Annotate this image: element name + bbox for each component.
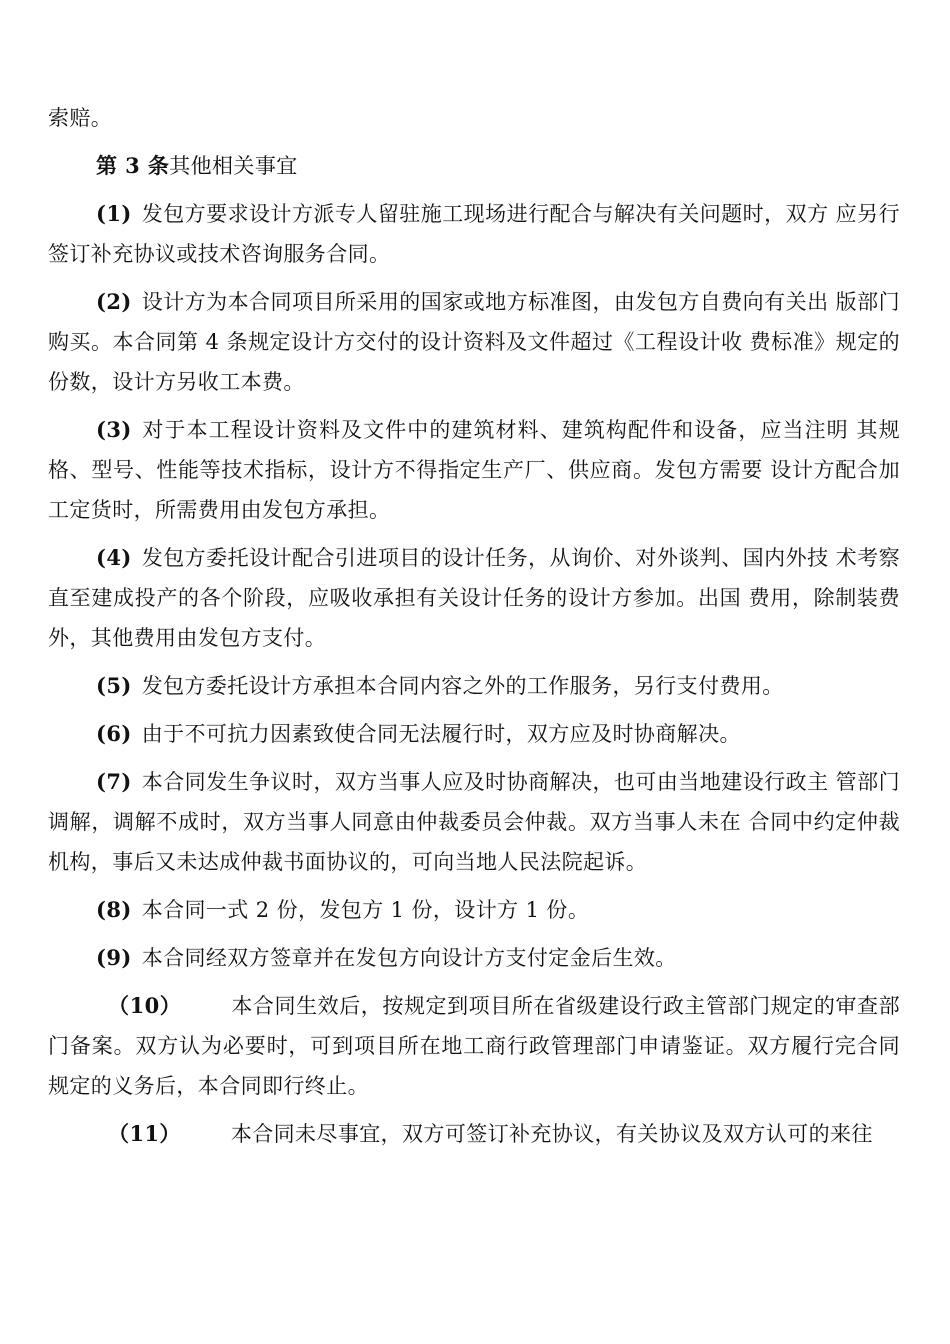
clause-text: 本合同生效后，按规定到项目所在省级建设行政主管部门规定的审查部 门备案。双方认为必要时，可到项目所在地工商行政管理部门申请鉴证。双方履行完合同规定的义务后，本合同即行终止。 <box>48 994 900 1098</box>
article-heading <box>48 146 900 186</box>
clause-1 <box>48 194 900 274</box>
clause-6 <box>48 714 900 754</box>
clause-2 <box>48 282 900 402</box>
clause-number: (5) <box>96 673 132 698</box>
clause-number: (1) <box>96 201 132 226</box>
clause-text: 发包方委托设计方承担本合同内容之外的工作服务，另行支付费用。 <box>141 674 784 698</box>
clause-number: （11） <box>108 1121 181 1146</box>
clause-number: (8) <box>96 897 132 922</box>
clause-text: 本合同未尽事宜，双方可签订补充协议，有关协议及双方认可的来往 <box>230 1122 873 1146</box>
clause-11 <box>48 1114 900 1154</box>
document-page <box>48 98 900 1154</box>
clause-text: 发包方要求设计方派专人留驻施工现场进行配合与解决有关问题时，双方 应另行签订补充协议或技术咨询服务合同。 <box>48 202 900 266</box>
clause-10 <box>48 986 900 1106</box>
intro-line: 索赔。 <box>48 106 113 130</box>
clause-number: (2) <box>96 289 132 314</box>
clause-text: 由于不可抗力因素致使合同无法履行时，双方应及时协商解决。 <box>141 722 741 746</box>
article-title: 其他相关事宜 <box>169 154 298 178</box>
article-number: 第 3 条 <box>96 153 170 178</box>
clause-7 <box>48 762 900 882</box>
clause-text: 本合同一式 2 份，发包方 1 份，设计方 1 份。 <box>141 898 590 922</box>
clause-3 <box>48 410 900 530</box>
clause-number: (4) <box>96 545 132 570</box>
clause-5 <box>48 666 900 706</box>
clause-text: 设计方为本合同项目所采用的国家或地方标准图，由发包方自费向有关出 版部门购买。本合同第 4 条规定设计方交付的设计资料及文件超过《工程设计收 费标准》规定的份数，设计方另收工本费。 <box>48 290 900 394</box>
clause-number: (3) <box>96 417 132 442</box>
clause-9 <box>48 938 900 978</box>
clause-text: 本合同经双方签章并在发包方向设计方支付定金后生效。 <box>141 946 677 970</box>
clause-number: （10） <box>108 993 182 1018</box>
clause-text: 对于本工程设计资料及文件中的建筑材料、建筑构配件和设备，应当注明 其规格、型号、性能等技术指标，设计方不得指定生产厂、供应商。发包方需要 设计方配合加工定货时，所需费用由发包方承担。 <box>48 418 900 522</box>
clause-text: 本合同发生争议时，双方当事人应及时协商解决，也可由当地建设行政主 管部门调解，调解不成时，双方当事人同意由仲裁委员会仲裁。双方当事人未在 合同中约定仲裁机构，事后又未达成仲裁书面协议的，可向当地人民法院起诉。 <box>48 770 900 874</box>
clause-number: (9) <box>96 945 132 970</box>
clause-4 <box>48 538 900 658</box>
clause-8 <box>48 890 900 930</box>
clause-number: (7) <box>96 769 132 794</box>
clause-text: 发包方委托设计配合引进项目的设计任务，从询价、对外谈判、国内外技 术考察直至建成投产的各个阶段，应吸收承担有关设计任务的设计方参加。出国 费用，除制装费外，其他费用由发包方支付。 <box>48 546 900 650</box>
clause-number: (6) <box>96 721 132 746</box>
